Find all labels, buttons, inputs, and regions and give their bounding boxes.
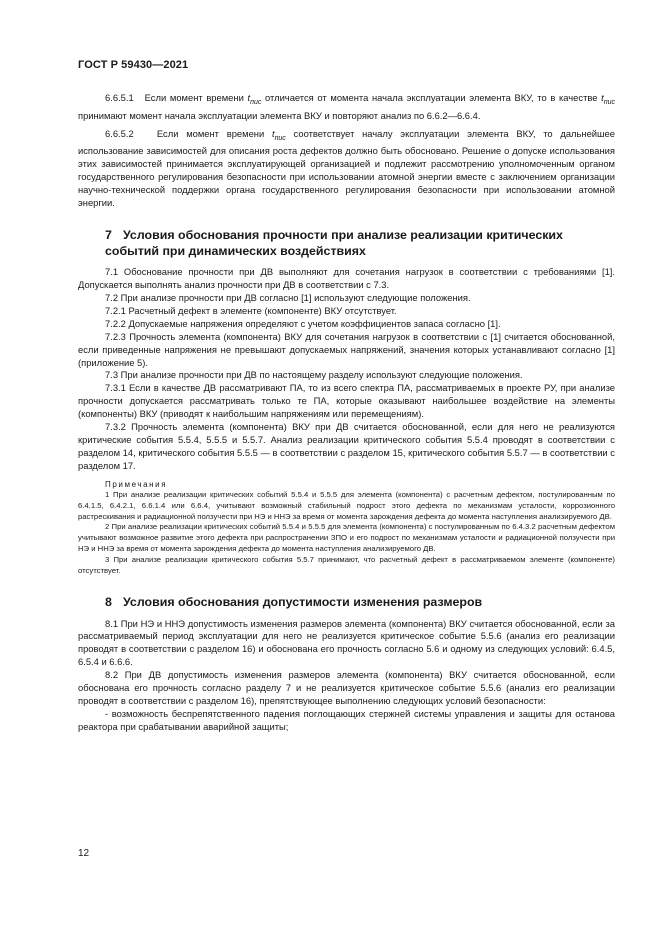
note-1: 1 При анализе реализации критических событий 5.5.4 и 5.5.5 для элемента (компонента) с расчетным дефектом, постулированным по 6.4.1.5, 6.4.2.1, 6.6.1.4 или 6.6.4, учитывают возможный стабильный подрост этого дефекта по механизмам усталости, коррозионного растрескивания и радиационной ползучести при НЭ и ННЭ за время от момента зарождения дефекта до момента наступления анализируемого ДВ. bbox=[78, 489, 615, 521]
document-header-standard: ГОСТ Р 59430—2021 bbox=[78, 59, 189, 71]
section-8-number: 8 bbox=[105, 594, 112, 609]
clause-6-6-5-1: 6.6.5.1 Если момент времени $t_{пис}$ отличается от момента начала эксплуатации элемента ВКУ, то в качестве $t_{пис}$ принимают момент начала эксплуатации элемента ВКУ и повторяют анализ по 6.6.2—6.6.4. bbox=[78, 92, 615, 121]
section-8-title: Условия обоснования допустимости изменения размеров bbox=[123, 594, 483, 609]
section-7-title: Условия обоснования прочности при анализе реализации критических событий при динамических воздействиях bbox=[105, 228, 563, 258]
note-2: 2 При анализе реализации критических событий 5.5.4 и 5.5.5 для элемента (компонента) с постулированным по 6.4.3.2 расчетным дефектом учитывают возможное развитие этого дефекта при распространении ЗПО и его подрост по механизмам усталости и радиационной ползучести при НЭ и ННЭ за время от момента зарождения дефекта до момента наступления анализируемого ДВ. bbox=[78, 522, 615, 554]
clause-7-2: 7.2 При анализе прочности при ДВ согласно [1] используют следующие положения. bbox=[105, 292, 471, 303]
clause-7-3-2: 7.3.2 Прочность элемента (компонента) ВКУ при ДВ считается обоснованной, если для него не реализуются критические события 5.5.4, 5.5.5 и 5.5.7. Анализ реализации критического события 5.5.4 проводят в соответствии с разделом 14, критического события 5.5.5 — в соответствии с разделом 15, критического события 5.5.7 — в соответствии с разделом 17. bbox=[78, 421, 615, 471]
section-8-heading bbox=[78, 595, 615, 611]
clause-8-2: 8.2 При ДВ допустимость изменения размеров элемента (компонента) ВКУ считается обоснованной, если обоснована его прочность согласно разделу 7 и не реализуется критическое событие 5.5.6 (анализ его реализации проводят в соответствии с разделом 16), препятствующее выполнению следующих условий безопасности: bbox=[78, 669, 615, 706]
clause-8-1: 8.1 При НЭ и ННЭ допустимость изменения размеров элемента (компонента) ВКУ считается обоснованной, если за рассматриваемый период эксплуатации для него не реализуется критическое событие 5.5.6 (анализ его реализации проводят в соответствии с разделом 16) и обоснована его прочность согласно 5.6 и одному из следующих условий: 6.4.5, 6.5.4 и 6.6.6. bbox=[78, 617, 615, 668]
clause-7-2-2: 7.2.2 Допускаемые напряжения определяют с учетом коэффициентов запаса согласно [1]. bbox=[105, 317, 501, 329]
list-item-dash: - возможность беспрепятственного падения поглощающих стержней системы управления и защиты для останова реактора при срабатывании аварийной защиты; bbox=[78, 707, 615, 732]
notes-title: Примечания bbox=[105, 479, 168, 489]
page-number: 12 bbox=[78, 848, 90, 859]
clause-7-1: 7.1 Обоснование прочности при ДВ выполняют для сочетания нагрузок в соответствии с требованиями [1]. Допускается выполнять анализ прочности при ДВ в соответствии с 7.3. bbox=[78, 266, 615, 291]
clause-7-2-1: 7.2.1 Расчетный дефект в элементе (компоненте) ВКУ отсутствует. bbox=[105, 304, 397, 316]
note-3: 3 При анализе реализации критического события 5.5.7 принимают, что расчетный дефект в рассматриваемом элементе (компоненте) отсутствует. bbox=[78, 555, 615, 576]
section-7-heading bbox=[78, 228, 615, 259]
section-7-number: 7 bbox=[105, 228, 112, 242]
notes-block bbox=[78, 479, 615, 577]
clause-7-3-1: 7.3.1 Если в качестве ДВ рассматривают ПА, то из всего спектра ПА, рассматриваемых в проекте РУ, при анализе прочности допускается рассматривать только те ПА, которые оказывают наибольшее воздействие на элементы (компоненты) ВКУ (приводят к наибольшим напряжениям или перемещениям). bbox=[78, 382, 615, 420]
page-body bbox=[78, 92, 615, 734]
clause-7-2-3: 7.2.3 Прочность элемента (компонента) ВКУ для сочетания нагрузок в соответствии с [1] считается обоснованной, если приведенные напряжения не превышают допускаемых напряжений, значения которых устанавливают согласно [1] (приложение 5). bbox=[78, 330, 615, 368]
clause-7-3: 7.3 При анализе прочности при ДВ по настоящему разделу используют следующие положения. bbox=[105, 369, 523, 381]
clause-6-6-5-2: 6.6.5.2 Если момент времени $t_{пис}$ соответствует началу эксплуатации элемента ВКУ, то дальнейшее использование зависимостей для описания роста дефектов должно быть обосновано. Решение о допуске использования этих зависимостей принимается эксплуатирующей организацией и подлежит рассмотрению уполномоченным органом государственного регулирования безопасности при использовании атомной энергии вместе с заключением организации научно-технической поддержки органа государственного регулирования безопасности при использовании атомной энергии. bbox=[78, 127, 615, 209]
